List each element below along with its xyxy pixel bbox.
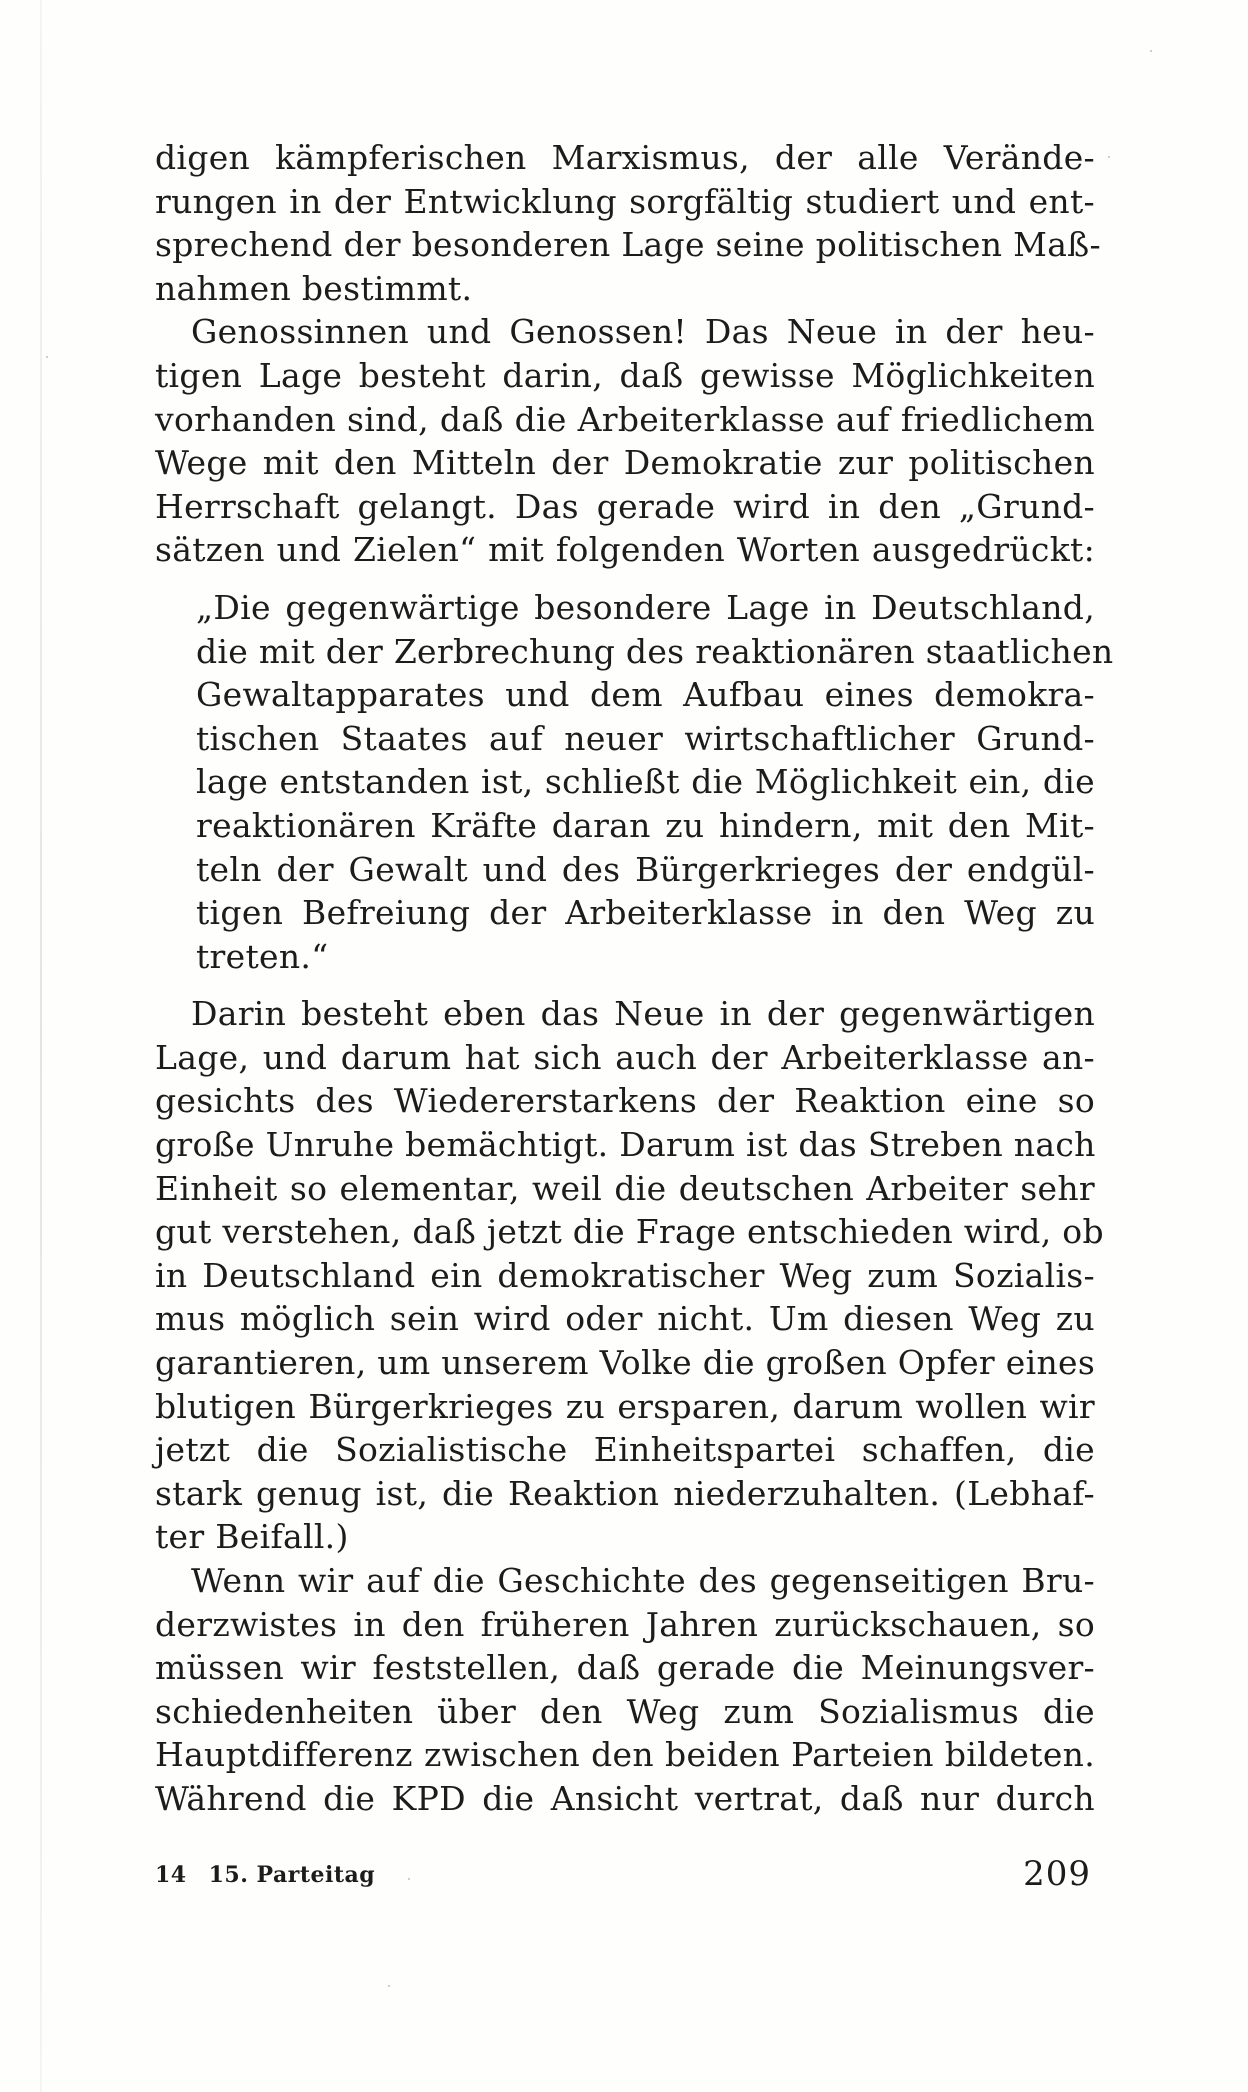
quote-line: Gewaltapparates und dem Aufbau eines demokra- — [196, 675, 1095, 715]
quote-line: tischen Staates auf neuer wirtschaftlicher Grund- — [196, 718, 1095, 758]
page-footer — [155, 1854, 1095, 1894]
text-line: gesichts des Wiedererstarkens der Reaktion eine so — [155, 1081, 1095, 1121]
text-line: Darin besteht eben das Neue in der gegenwärtigen — [191, 994, 1095, 1034]
text-line: garantieren, um unserem Volke die großen Opfer eines — [155, 1343, 1096, 1383]
paragraph-5 — [155, 1559, 1095, 1821]
text-line: rungen in der Entwicklung sorgfältig studiert und ent- — [155, 181, 1095, 221]
text-line: Während die KPD die Ansicht vertrat, daß nur durch — [155, 1778, 1095, 1818]
text-line: derzwistes in den früheren Jahren zurückschauen, so — [155, 1604, 1095, 1644]
scan-edge-shadow — [40, 0, 42, 2092]
text-line: mus möglich sein wird oder nicht. Um diesen Weg zu — [155, 1299, 1095, 1339]
scan-speck — [408, 1878, 410, 1880]
text-line: in Deutschland ein demokratischer Weg zum Sozialis- — [155, 1255, 1095, 1295]
text-line: müssen wir feststellen, daß gerade die Meinungsver- — [155, 1648, 1095, 1688]
quote-line: treten.“ — [196, 936, 329, 976]
signature-number: 14 — [155, 1862, 187, 1888]
text-line: vorhanden sind, daß die Arbeiterklasse auf friedlichem — [155, 399, 1095, 439]
text-line: gut verstehen, daß jetzt die Frage entschieden wird, ob — [155, 1212, 1104, 1252]
paragraph-4 — [155, 992, 1104, 1559]
paragraph-2 — [155, 310, 1095, 572]
body-text — [155, 136, 1114, 1821]
text-line: stark genug ist, die Reaktion niederzuhalten. (Lebhaf- — [155, 1473, 1095, 1513]
page-number: 209 — [1023, 1854, 1091, 1894]
scan-speck — [1150, 50, 1152, 52]
text-line: schiedenheiten über den Weg zum Sozialismus die — [155, 1691, 1095, 1731]
quote-line: teln der Gewalt und des Bürgerkrieges der endgül- — [196, 849, 1095, 889]
text-line: Wege mit den Mitteln der Demokratie zur politischen — [155, 443, 1095, 483]
text-line: Einheit so elementar, weil die deutschen Arbeiter sehr — [155, 1168, 1095, 1208]
scan-speck — [1108, 156, 1110, 158]
scan-speck — [46, 356, 48, 358]
text-line: Herrschaft gelangt. Das gerade wird in den „Grund- — [155, 486, 1095, 526]
signature-title: 15. Parteitag — [208, 1862, 376, 1888]
quote-line: „Die gegenwärtige besondere Lage in Deutschland, — [196, 587, 1095, 627]
text-line: Lage, und darum hat sich auch der Arbeiterklasse an- — [155, 1037, 1095, 1077]
text-line: Genossinnen und Genossen! Das Neue in der heu- — [191, 312, 1095, 352]
text-line: jetzt die Sozialistische Einheitspartei schaffen, die — [155, 1430, 1095, 1470]
block-quote — [196, 586, 1114, 978]
printer-signature — [155, 1862, 397, 1888]
text-line: Wenn wir auf die Geschichte des gegenseitigen Bru- — [191, 1561, 1095, 1600]
scan-speck — [388, 1985, 390, 1987]
text-line: sprechend der besonderen Lage seine politischen Maß- — [155, 225, 1101, 265]
paragraph-1 — [155, 136, 1101, 310]
text-line: Hauptdifferenz zwischen den beiden Parteien bildeten. — [155, 1735, 1095, 1775]
quote-line: reaktionären Kräfte daran zu hindern, mit den Mit- — [196, 805, 1095, 845]
text-line: ter Beifall.) — [155, 1517, 349, 1557]
text-line: sätzen und Zielen“ mit folgenden Worten ausgedrückt: — [155, 530, 1095, 570]
text-line: nahmen bestimmt. — [155, 268, 473, 308]
text-line: blutigen Bürgerkrieges zu ersparen, darum wollen wir — [155, 1386, 1095, 1426]
quote-line: die mit der Zerbrechung des reaktionären staatlichen — [196, 631, 1114, 671]
text-line: tigen Lage besteht darin, daß gewisse Möglichkeiten — [155, 355, 1095, 395]
quote-line: lage entstanden ist, schließt die Möglichkeit ein, die — [196, 762, 1095, 802]
quote-line: tigen Befreiung der Arbeiterklasse in den Weg zu — [196, 893, 1095, 933]
text-line: digen kämpferischen Marxismus, der alle Verände- — [155, 138, 1095, 177]
text-line: große Unruhe bemächtigt. Darum ist das Streben nach — [155, 1125, 1096, 1165]
